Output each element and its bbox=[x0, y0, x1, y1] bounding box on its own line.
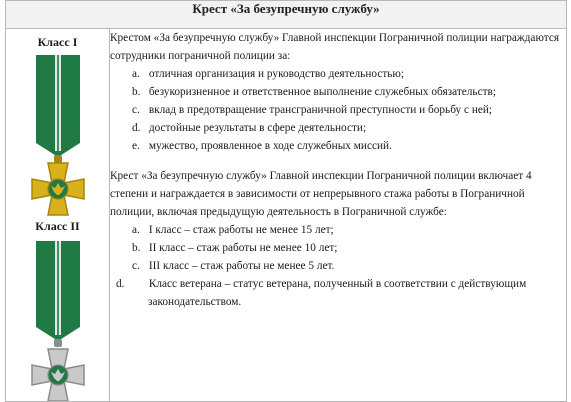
medals-column bbox=[6, 29, 110, 402]
ribbon-icon bbox=[36, 55, 80, 157]
ribbon-icon bbox=[36, 241, 80, 341]
section-2-intro: Крест «За безупречную службу» Главной инспекции Пограничной полиции включает 4 степени и награждается в зависимости от непрерывного стажа работы в Пограничной полиции, включая предыдущую деятельность в Пограничной службе: bbox=[110, 170, 532, 218]
list-item: c. вклад в предотвращение трансграничной преступности и борьбу с ней; bbox=[132, 104, 493, 116]
degrees-list bbox=[110, 221, 566, 311]
list-item: a. I класс – стаж работы не менее 15 лет; bbox=[132, 224, 334, 236]
cross-icon bbox=[32, 163, 84, 215]
section-1-intro: Крестом «За безупречную службу» Главной инспекции Пограничной полиции награждаются сотрудники пограничной полиции за: bbox=[110, 32, 560, 62]
cross-icon bbox=[32, 349, 84, 401]
criteria-list bbox=[110, 65, 566, 155]
list-item: d. достойные результаты в сфере деятельности; bbox=[132, 122, 367, 134]
cross-class-1-image bbox=[24, 55, 92, 217]
list-item: b. безукоризненное и ответственное выполнение служебных обязательств; bbox=[132, 86, 496, 98]
list-item: c. III класс – стаж работы не менее 5 лет. bbox=[132, 260, 335, 272]
class-1-label: Класс I bbox=[37, 35, 78, 49]
description-cell bbox=[110, 29, 567, 402]
table-title: Крест «За безупречную службу» bbox=[6, 1, 567, 29]
list-item: d. Класс ветерана – статус ветерана, полученный в соответствии с действующим законодательством. bbox=[116, 278, 527, 308]
cross-class-2-image bbox=[24, 241, 92, 401]
award-table bbox=[5, 0, 567, 402]
list-item: e. мужество, проявленное в ходе служебных миссий. bbox=[132, 140, 392, 152]
list-item: b. II класс – стаж работы не менее 10 лет; bbox=[132, 242, 338, 254]
list-item: a. отличная организация и руководство деятельностью; bbox=[132, 68, 404, 80]
class-2-label: Класс II bbox=[35, 219, 80, 233]
